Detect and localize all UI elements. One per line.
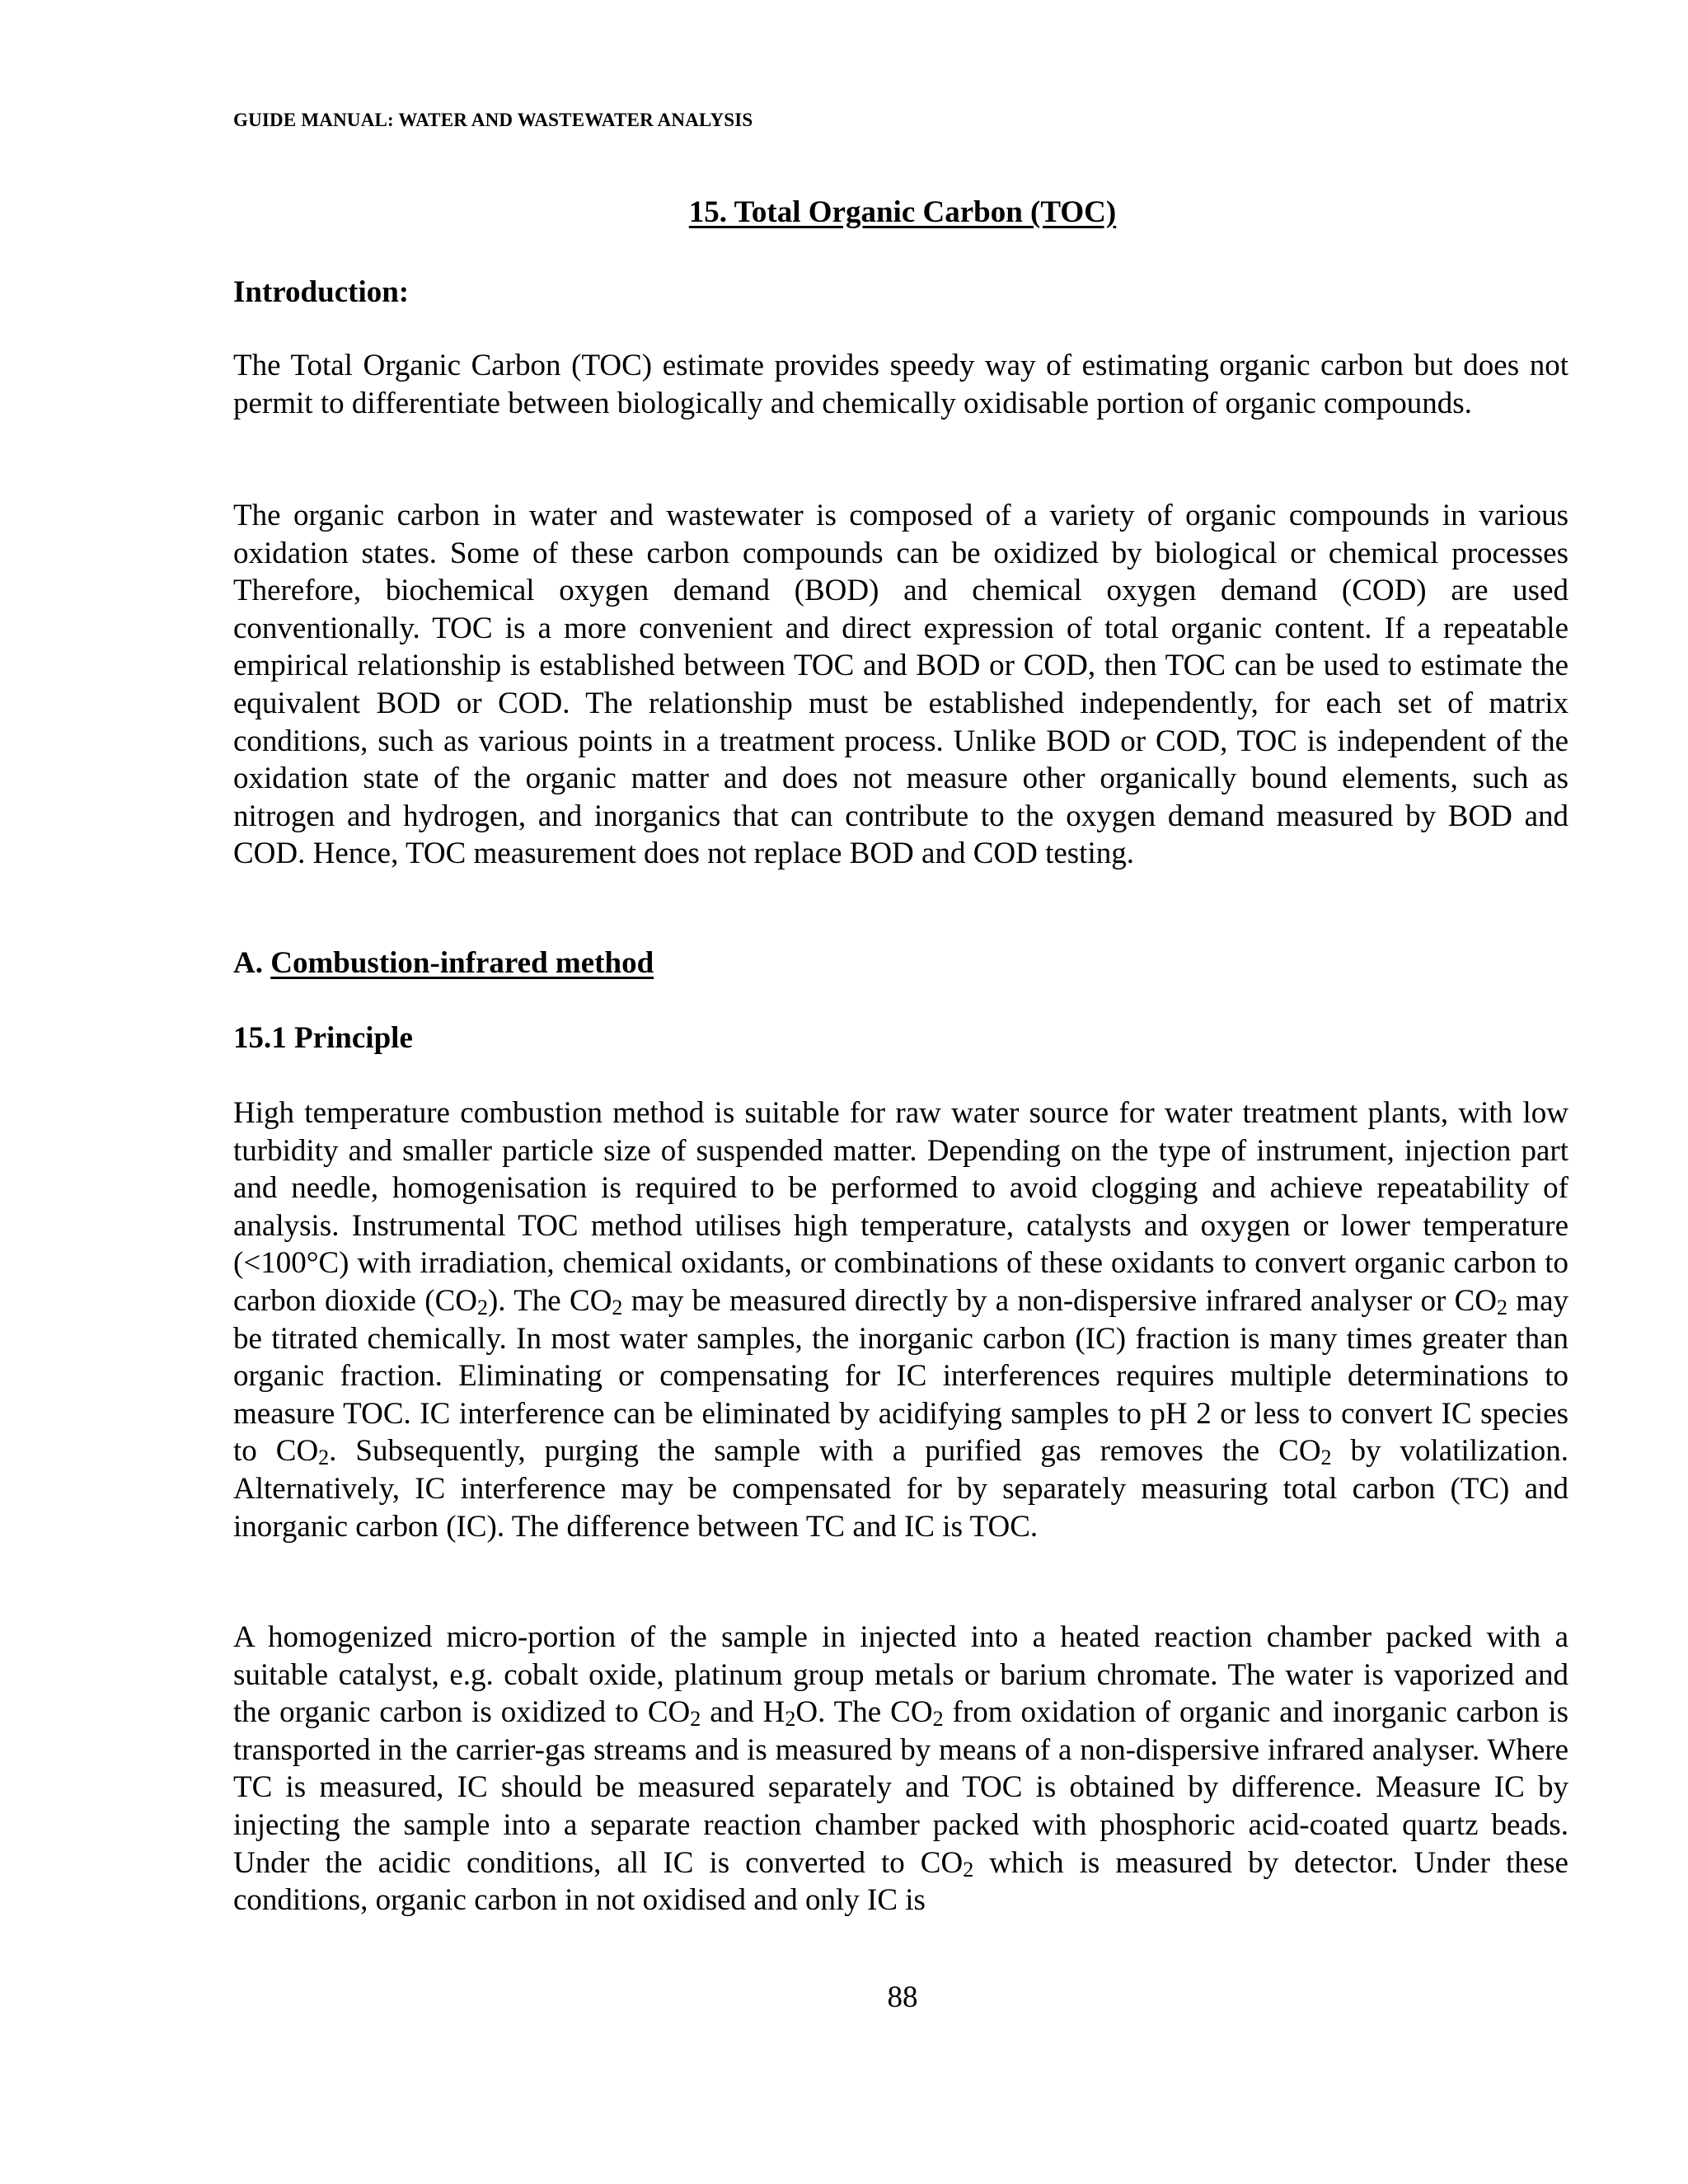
principle-paragraph-2: A homogenized micro-portion of the sample in injected into a heated reaction chamber packed with a suitable catalyst, e.g. cobalt oxide, platinum group metals or barium chromate. The water is vaporized and the organic carbon is oxidized to $CO_2$ and $H_2O$. The $CO_2$ from oxidation of organic and inorganic carbon is transported in the carrier-gas streams and is measured by means of a non-dispersive infrared analyser. Where TC is measured, IC should be measured separately and TOC is obtained by difference. Measure IC by injecting the sample into a separate reaction chamber packed with phosphoric acid-coated quartz beads. Under the acidic conditions, all IC is converted to $CO_2$ which is measured by detector. Under these conditions, organic carbon in not oxidised and only IC is	[233, 1620, 1568, 1918]
section-a-title: Combustion-infrared method	[270, 946, 654, 980]
chapter-title: 15. Total Organic Carbon (TOC)	[688, 195, 1117, 229]
principle-paragraph-1: High temperature combustion method is suitable for raw water source for water treatment plants, with low turbidity and smaller particle size of suspended matter. Depending on the type of instrument, injection part and needle, homogenisation is required to be performed to avoid clogging and achieve repeatability of analysis. Instrumental TOC method utilises high temperature, catalysts and oxygen or lower temperature (<100°C) with irradiation, chemical oxidants, or combinations of these oxidants to convert organic carbon to carbon dioxide $(CO_2)$. The $CO_2$ may be measured directly by a non-dispersive infrared analyser or $CO_2$ may be titrated chemically. In most water samples, the inorganic carbon (IC) fraction is many times greater than organic fraction. Eliminating or compensating for IC interferences requires multiple determinations to measure TOC. IC interference can be eliminated by acidifying samples to pH 2 or less to convert IC species to $CO_2$. Subsequently, purging the sample with a purified gas removes the $CO_2$ by volatilization. Alternatively, IC interference may be compensated for by separately measuring total carbon (TC) and inorganic carbon (IC). The difference between TC and IC is TOC.	[233, 1096, 1569, 1544]
page-number: 88	[887, 1980, 918, 2014]
introduction-paragraph-2: The organic carbon in water and wastewater is composed of a variety of organic compounds in various oxidation states. Some of these carbon compounds can be oxidized by biological or chemical processes Therefore, biochemical oxygen demand (BOD) and chemical oxygen demand (COD) are used conventionally. TOC is a more convenient and direct expression of total organic content. If a repeatable empirical relationship is established between TOC and BOD or COD, then TOC can be used to estimate the equivalent BOD or COD. The relationship must be established independently, for each set of matrix conditions, such as various points in a treatment process. Unlike BOD or COD, TOC is independent of the oxidation state of the organic matter and does not measure other organically bound elements, such as nitrogen and hydrogen, and inorganics that can contribute to the oxygen demand measured by BOD and COD. Hence, TOC measurement does not replace BOD and COD testing.	[233, 499, 1568, 871]
running-header: GUIDE MANUAL: WATER AND WASTEWATER ANALYSIS	[233, 110, 753, 130]
introduction-paragraph-1: The Total Organic Carbon (TOC) estimate provides speedy way of estimating organic carbon but does not permit to differentiate between biologically and chemically oxidisable portion of organic compounds.	[233, 349, 1568, 420]
introduction-heading: Introduction:	[233, 275, 410, 309]
principle-heading: 15.1 Principle	[233, 1021, 413, 1055]
section-a-prefix: A.	[233, 946, 263, 980]
section-a-heading	[233, 945, 654, 981]
